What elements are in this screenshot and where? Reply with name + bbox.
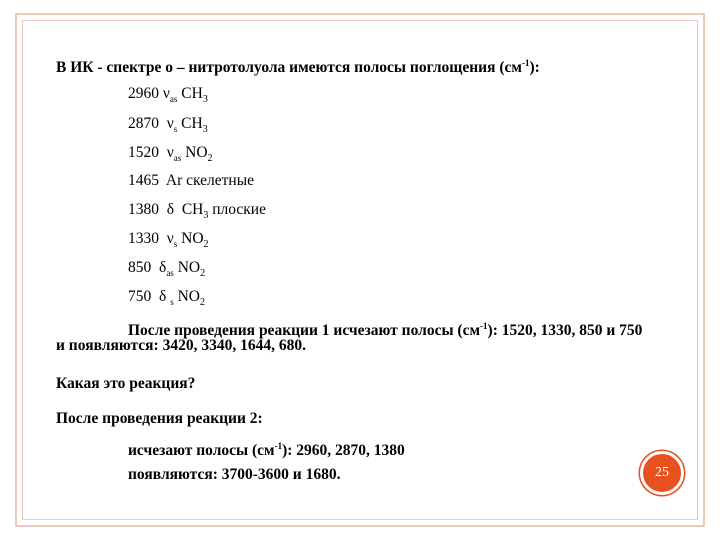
reaction2-disappear: исчезают полосы $(см^{-1})$: 2960, 2870, 1380 [128,441,405,459]
page-number-badge [640,451,684,495]
reaction1-line1: После проведения реакции 1 исчезают полосы $(см^{-1})$: 1520, 1330, 850 и 750 [128,321,643,339]
question: Какая это реакция? [56,375,196,392]
band-row: 1520 $\nu_{as}$ $NO_2$ [128,144,213,164]
band-row: 750 δ $_s$ $NO_2$ [128,288,205,308]
intro-text: В ИК - спектре о – нитротолуола имеются полосы поглощения $(см^{-1})$: [56,58,540,76]
band-row: 2960 $\nu_{as}$ $CH_3$ [128,85,208,105]
reaction1-line2: и появляются: 3420, 3340, 1644, 680. [56,337,306,354]
band-row: 1465 Ar скелетные [128,172,255,189]
band-row: 850 $\delta_{as}$ $NO_2$ [128,259,206,279]
band-row: 2870 $\nu_s$ $CH_3$ [128,115,208,135]
band-row: 1330 $\nu_s$ $NO_2$ [128,230,209,250]
page-number: 25 [655,465,669,480]
reaction2-appear: появляются: 3700-3600 и 1680. [128,466,341,483]
band-row: 1380 δ $CH_3$ плоские [128,201,266,221]
reaction2-heading: После проведения реакции 2: [56,410,263,427]
